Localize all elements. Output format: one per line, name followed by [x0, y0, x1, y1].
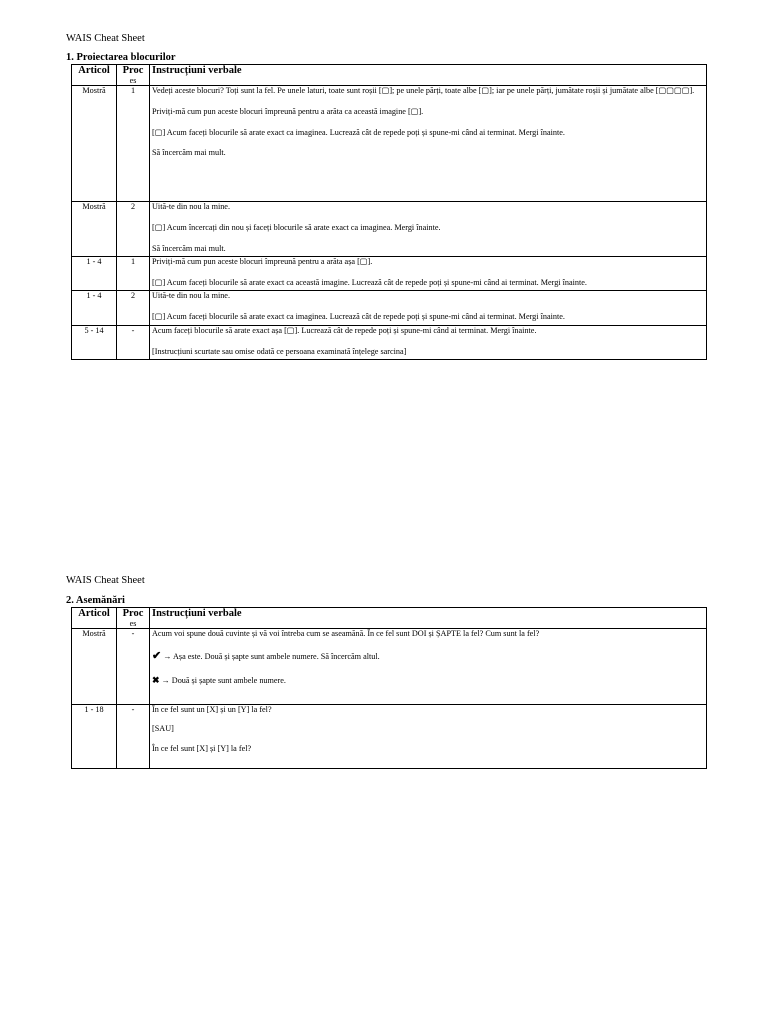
- cell-proces: 1: [117, 257, 150, 291]
- cell-instructiuni: Acum faceți blocurile să arate exact așa [▢]. Lucrează cât de repede poți și spune-mi când ai terminat. Mergi înainte. [Instrucțiuni scurtate sau omise odată ce persoana examinată înțelege sarcina]: [150, 326, 707, 360]
- table-row: [72, 291, 707, 326]
- section-title-block-design: 1. Proiectarea blocurilor: [66, 52, 176, 63]
- cell-proces: -: [117, 705, 150, 769]
- table-row: [72, 629, 707, 705]
- cell-proces: 1: [117, 86, 150, 202]
- table-header-row: [72, 65, 707, 86]
- block-design-table: [71, 64, 707, 360]
- cell-proces: -: [117, 326, 150, 360]
- column-header-proces: Proc es: [117, 608, 150, 629]
- cell-articol: 1 - 18: [72, 705, 117, 769]
- cell-proces: -: [117, 629, 150, 705]
- page-header: WAIS Cheat Sheet: [66, 575, 145, 586]
- cell-articol: 1 - 4: [72, 291, 117, 326]
- column-header-articol: Articol: [72, 608, 117, 629]
- page-header: WAIS Cheat Sheet: [66, 33, 145, 44]
- cell-instructiuni: Uită-te din nou la mine. [▢] Acum faceți blocurile să arate exact ca imaginea. Lucrează cât de repede poți și spune-mi când ai terminat. Mergi înainte.: [150, 291, 707, 326]
- cell-instructiuni: În ce fel sunt un [X] și un [Y] la fel? [SAU] În ce fel sunt [X] și [Y] la fel?: [150, 705, 707, 769]
- section-title-similarities: 2. Asemănări: [66, 595, 125, 606]
- cross-icon: ✖: [152, 674, 160, 685]
- cell-articol: 5 - 14: [72, 326, 117, 360]
- cell-proces: 2: [117, 202, 150, 257]
- table-header-row: [72, 608, 707, 629]
- similarities-table: [71, 607, 707, 769]
- cell-instructiuni: Vedeți aceste blocuri? Toți sunt la fel. Pe unele laturi, toate sunt roșii [▢]; pe unele părți, toate albe [▢]; iar pe unele părți, jumătate roșii și jumătate albe [▢▢▢▢]. Priviți-mă cum pun aceste blocuri împreună pentru a arăta ca această imagine [▢]. [▢] Acum faceți blocurile să arate exact ca imaginea. Lucrează cât de repede poți și spune-mi când ai terminat. Mergi înainte. Să încercăm mai mult.: [150, 86, 707, 202]
- cell-instructiuni: Priviți-mă cum pun aceste blocuri împreună pentru a arăta așa [▢]. [▢] Acum faceți blocurile să arate exact ca această imagine. Lucrează cât de repede poți și spune-mi când ai terminat. Mergi înainte.: [150, 257, 707, 291]
- column-header-instructiuni: Instrucțiuni verbale: [150, 65, 707, 86]
- checkmark-icon: ✔: [152, 650, 162, 663]
- column-header-instructiuni: Instrucțiuni verbale: [150, 608, 707, 629]
- cell-proces: 2: [117, 291, 150, 326]
- table-row: [72, 257, 707, 291]
- cell-articol: 1 - 4: [72, 257, 117, 291]
- cell-instructiuni: Acum voi spune două cuvinte și vă voi întreba cum se aseamănă. În ce fel sunt DOI și ȘAPTE la fel? Cum sunt la fel? ✔ → Așa este. Două și șapte sunt ambele numere. Să încercăm altul. ✖ → Două și șapte sunt ambele numere.: [150, 629, 707, 705]
- column-header-articol: Articol: [72, 65, 117, 86]
- column-header-proces: Proc es: [117, 65, 150, 86]
- cell-instructiuni: Uită-te din nou la mine. [▢] Acum încercați din nou și faceți blocurile să arate exact ca imaginea. Mergi înainte. Să încercăm mai mult.: [150, 202, 707, 257]
- cell-articol: Mostră: [72, 202, 117, 257]
- table-row: [72, 326, 707, 360]
- table-row: [72, 705, 707, 769]
- table-row: [72, 86, 707, 202]
- cell-articol: Mostră: [72, 629, 117, 705]
- cell-articol: Mostră: [72, 86, 117, 202]
- table-row: [72, 202, 707, 257]
